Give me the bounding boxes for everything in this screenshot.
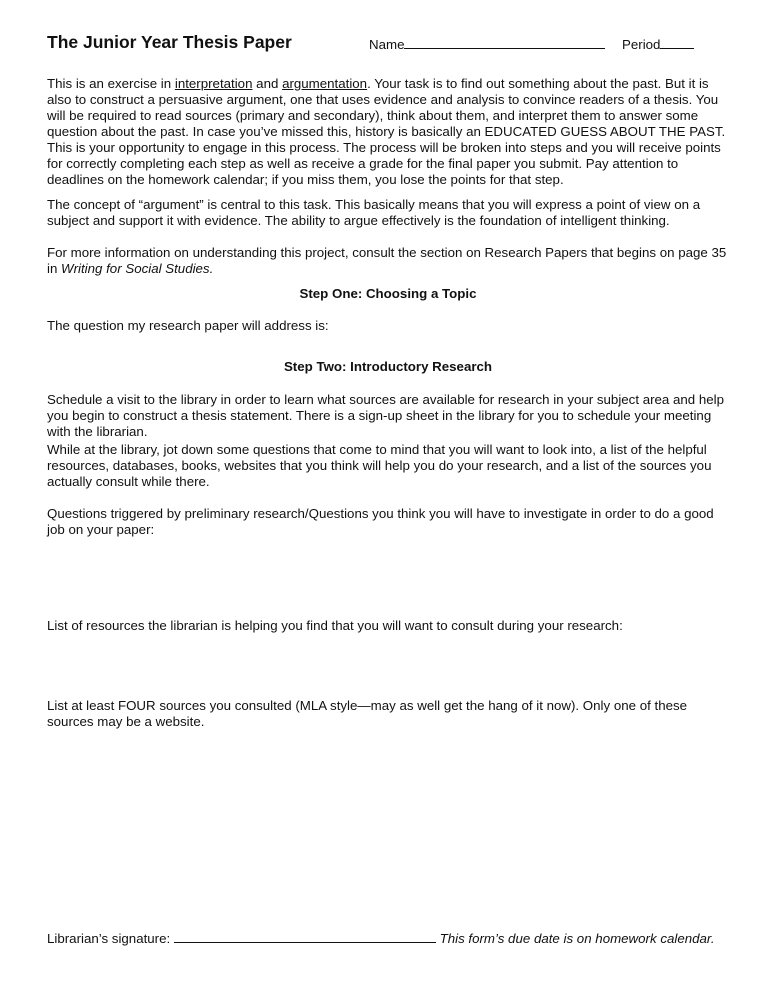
text: . Your task is to find out something about the past. But it is also to construct a persuasive argument, one that uses evidence and analysis to convince readers of a thesis. You will be required to read sources (primary and secondary), think about them, and interpret them to answer some question about the past. In case you’ve missed this, history is basically an EDUCATED GUESS ABOUT THE PAST. This is your opportunity to engage in this process. The process will be broken into steps and you will receive points for correctly completing each step as well as receive a grade for the final paper you submit. Pay attention to deadlines on the homework calendar; if you miss them, you lose the points for that step. bbox=[47, 76, 726, 187]
text: For more information on understanding this project, consult the section on Research Papers that begins on page 35 in bbox=[47, 245, 727, 276]
text: and bbox=[252, 76, 283, 91]
signature-line bbox=[47, 930, 729, 947]
name-blank[interactable] bbox=[404, 36, 605, 49]
signature-blank[interactable] bbox=[174, 930, 436, 943]
due-date-note: This form’s due date is on homework calendar. bbox=[439, 931, 715, 946]
intro-paragraph bbox=[47, 76, 729, 188]
period-field[interactable] bbox=[622, 36, 694, 53]
reference-paragraph bbox=[47, 245, 729, 277]
sources-prompt: List at least FOUR sources you consulted (MLA style—may as well get the hang of it now). Only one of these sources may be a website. bbox=[47, 698, 688, 729]
name-label: Name bbox=[369, 37, 405, 52]
underlined-term: interpretation bbox=[174, 76, 253, 91]
underlined-term: argumentation bbox=[282, 76, 368, 91]
period-blank[interactable] bbox=[660, 36, 694, 49]
step-one-question: The question my research paper will address is: bbox=[47, 318, 329, 333]
signature-label: Librarian’s signature: bbox=[47, 931, 174, 946]
argument-paragraph: The concept of “argument” is central to this task. This basically means that you will express a point of view on a subject and support it with evidence. The ability to argue effectively is the foundation of intelligent thinking. bbox=[47, 197, 701, 228]
step-two-heading: Step Two: Introductory Research bbox=[283, 359, 493, 374]
page-title: The Junior Year Thesis Paper bbox=[47, 32, 292, 52]
name-field[interactable] bbox=[369, 36, 605, 53]
text: This is an exercise in bbox=[47, 76, 175, 91]
period-label: Period bbox=[622, 37, 661, 52]
library-visit-paragraph: Schedule a visit to the library in order to learn what sources are available for research in your subject area and help you begin to construct a thesis statement. There is a sign-up sheet in the library for you to schedule your meeting with the librarian. bbox=[47, 392, 725, 439]
library-notes-paragraph: While at the library, jot down some questions that come to mind that you will want to look into, a list of the helpful resources, databases, books, websites that you think will help you do your research, and a list of the sources you actually consult while there. bbox=[47, 442, 712, 489]
book-title: Writing for Social Studies. bbox=[61, 261, 214, 276]
resources-prompt: List of resources the librarian is helping you find that you will want to consult during your research: bbox=[47, 618, 623, 633]
step-one-heading: Step One: Choosing a Topic bbox=[299, 286, 477, 301]
questions-prompt: Questions triggered by preliminary research/Questions you think you will have to investigate in order to do a good job on your paper: bbox=[47, 506, 714, 537]
